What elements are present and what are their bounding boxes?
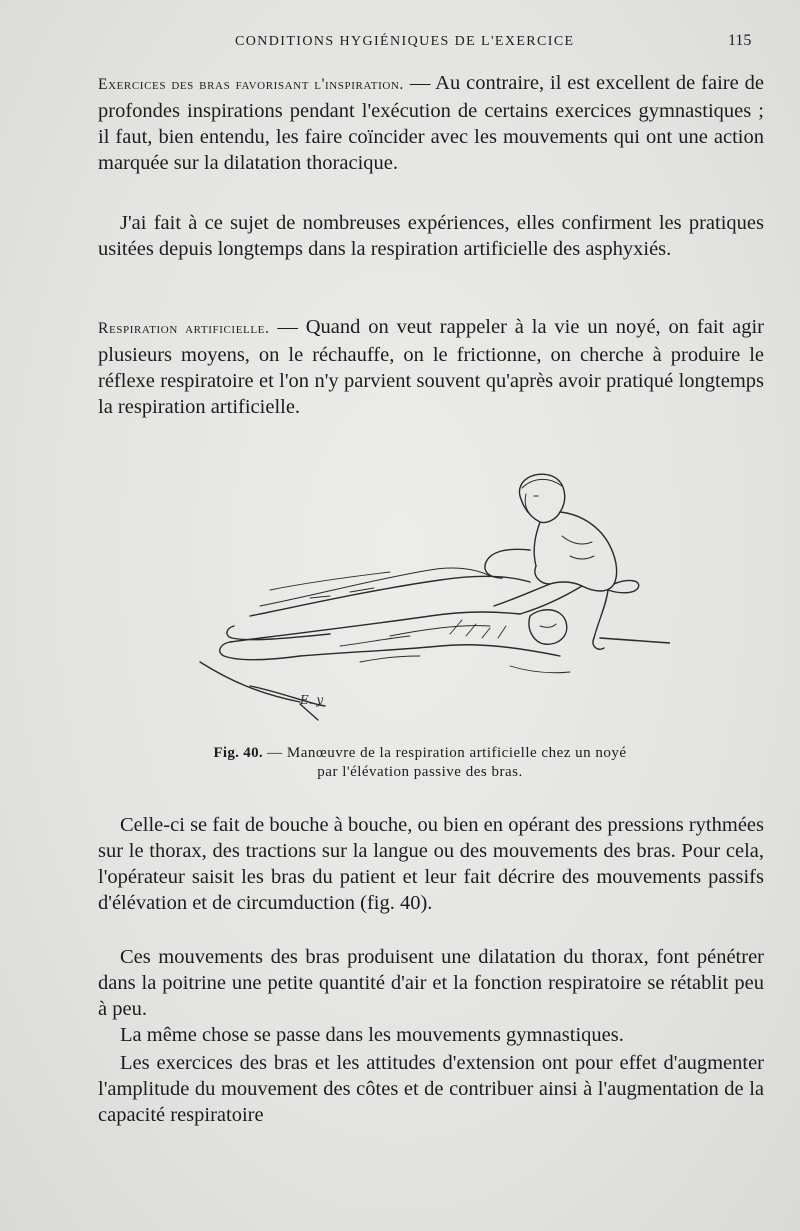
paragraph-6 bbox=[98, 1050, 764, 1128]
figure-40-illustration bbox=[190, 466, 670, 736]
paragraph-4 bbox=[98, 944, 764, 1022]
paragraph-7-text: Les exercices des bras et les attitudes d'extension ont pour effet d'augmenter l'amplitude du mouvement des côtes et de contribuer ainsi à l'augmentation de la capacité respiratoire bbox=[98, 1052, 764, 1126]
running-head: CONDITIONS HYGIÉNIQUES DE L'EXERCICE bbox=[235, 34, 575, 49]
paragraph-4-text: Celle-ci se fait de bouche à bouche, ou bien en opérant des pressions rythmées sur le thorax, des tractions sur la langue ou des mouvements des bras. Pour cela, l'opérateur saisit les bras du patient et leur fait décrire des mouvements passifs d'élévation et de circumduction (fig. 40). bbox=[98, 814, 764, 914]
section-heading-respiration: Respiration artificielle. bbox=[98, 320, 270, 337]
figure-caption bbox=[130, 744, 710, 782]
artist-signature: E. y bbox=[300, 693, 324, 707]
paragraph-2 bbox=[98, 210, 764, 262]
paragraph-3-text: — Quand on veut rappeler à la vie un noyé, on fait agir plusieurs moyens, on le réchauffe, on le frictionne, on cherche à produire le réflexe respiratoire et l'on n'y parvient souvent qu'après avoir pratiqué longtemps la respiration artificielle. bbox=[98, 316, 764, 418]
paragraph-5 bbox=[98, 1022, 764, 1048]
page-number: 115 bbox=[728, 32, 752, 49]
paragraph-2-text: J'ai fait à ce sujet de nombreuses expériences, elles confirment les pratiques usitées depuis longtemps dans la respiration artificielle des asphyxiés. bbox=[98, 212, 764, 260]
section-heading-exercices: Exercices des bras favorisant l'inspiration. bbox=[98, 76, 404, 93]
resuscitation-drawing bbox=[190, 466, 670, 736]
figure-label: Fig. 40. bbox=[213, 745, 263, 761]
caption-line-1: — Manœuvre de la respiration artificielle chez un noyé bbox=[262, 745, 627, 761]
paragraph-1-text: — Au contraire, il est excellent de faire de profondes inspirations pendant l'exécution de certains exercices gymnastiques ; il faut, bien entendu, les faire coïncider avec les mouvements qui ont une action marquée sur la dilatation thoracique. bbox=[98, 72, 764, 174]
paragraph-5-text: Ces mouvements des bras produisent une dilatation du thorax, font pénétrer dans la poitrine une petite quantité d'air et la fonction respiratoire se rétablit peu à peu. bbox=[98, 946, 764, 1020]
paragraph-respiration-artificielle bbox=[98, 314, 764, 420]
caption-line-2: par l'élévation passive des bras. bbox=[317, 764, 523, 780]
page-header bbox=[0, 34, 800, 56]
paragraph-exercices-des-bras bbox=[98, 70, 764, 176]
paragraph-3 bbox=[98, 812, 764, 916]
paragraph-6-text: La même chose se passe dans les mouvements gymnastiques. bbox=[120, 1024, 624, 1046]
